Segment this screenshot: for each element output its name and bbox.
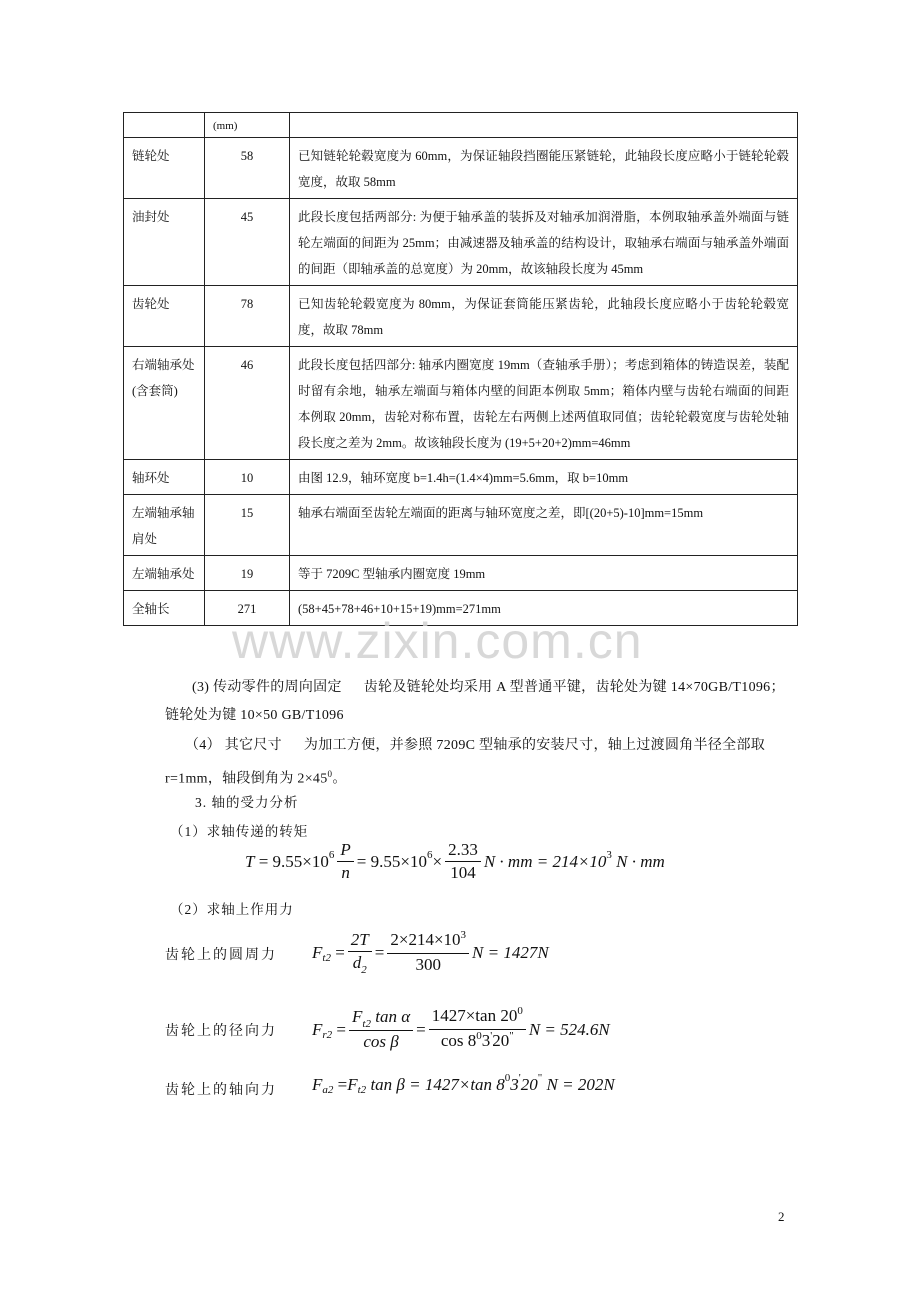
table-cell: 等于 7209C 型轴承内圈宽度 19mm	[290, 556, 798, 591]
table-cell: 油封处	[124, 199, 205, 286]
table-cell: 78	[205, 286, 290, 347]
fraction: $\frac{P}{n}$	[337, 840, 353, 883]
table-cell: 左端轴承轴肩处	[124, 495, 205, 556]
table-row	[124, 138, 798, 199]
table-cell: 左端轴承处	[124, 556, 205, 591]
table-cell: 由图 12.9，轴环宽度 b=1.4h=(1.4×4)mm=5.6mm，取 b=10mm	[290, 460, 798, 495]
paragraph-key-fixing: (3) 传动零件的周向固定 齿轮及链轮处均采用 A 型普通平键，齿轮处为键 14×70GB/T1096；链轮处为键 10×50 GB/T1096	[165, 680, 785, 723]
fraction: $\frac{2\times 214\times 10^3}{300}$	[387, 930, 469, 975]
table-cell: 轴环处	[124, 460, 205, 495]
table-cell: 右端轴承处(含套筒)	[124, 347, 205, 460]
table-cell: 轴承右端面至齿轮左端面的距离与轴环宽度之差，即[(20+5)-10]mm=15mm	[290, 495, 798, 556]
table-row	[124, 347, 798, 460]
table-row	[124, 113, 798, 138]
table-row	[124, 495, 798, 556]
table-cell: 58	[205, 138, 290, 199]
formula-label: 齿轮上的轴向力	[165, 1083, 277, 1098]
table-cell: 链轮处	[124, 138, 205, 199]
subsection-heading: （1）求轴传递的转矩	[170, 824, 309, 839]
table-cell: (mm)	[205, 113, 290, 138]
table-row	[124, 286, 798, 347]
fraction: $\frac{1427\times\tan 20^0}{\cos 8^03'20^"}$	[429, 1006, 526, 1053]
radial-force-formula: F r2 = $\frac{F_{t2} \tan \alpha}{\text{cos β}}$ = $\frac{1427\times\tan 20^0}{\cos 8^03'20^"}$ N = 524.6N	[312, 1005, 610, 1051]
table-cell: 46	[205, 347, 290, 460]
table-cell: 齿轮处	[124, 286, 205, 347]
formula-label: 齿轮上的径向力	[165, 1024, 277, 1039]
table-cell: 15	[205, 495, 290, 556]
table-cell: 19	[205, 556, 290, 591]
table-row	[124, 460, 798, 495]
fraction: $\frac{2.33}{104}$	[445, 840, 481, 883]
table-cell: 全轴长	[124, 591, 205, 626]
table-cell: 此段长度包括两部分: 为便于轴承盖的装拆及对轴承加润滑脂，本例取轴承盖外端面与链轮左端面的间距为 25mm；由减速器及轴承盖的结构设计，取轴承右端面与轴承盖外端面的间距（即轴承盖的总宽度）为 20mm，故该轴段长度为 45mm	[290, 199, 798, 286]
torque-formula: T = 9.55×10 6 $\frac{P}{n}$ = 9.55×10 6 × $\frac{2.33}{104}$ N · mm = 214×10 3 N · mm	[245, 840, 665, 882]
table-cell: (58+45+78+46+10+15+19)mm=271mm	[290, 591, 798, 626]
axial-force-formula: F a2 = F t2 tan β = 1427×tan 8 0 3 ' 20 " N = 202N	[312, 1072, 615, 1096]
subsection-heading: （2）求轴上作用力	[170, 902, 294, 917]
fraction: $\frac{F_{t2} \tan \alpha}{\text{cos β}}$	[349, 1007, 413, 1052]
page-number: 2	[778, 1209, 785, 1224]
table-cell: 10	[205, 460, 290, 495]
table-row	[124, 199, 798, 286]
formula-label: 齿轮上的圆周力	[165, 948, 277, 963]
section-heading: 3. 轴的受力分析	[195, 795, 299, 810]
table-cell	[124, 113, 205, 138]
shaft-length-table	[123, 112, 798, 626]
table-cell: 45	[205, 199, 290, 286]
table-cell: 已知齿轮轮毂宽度为 80mm，为保证套筒能压紧齿轮，此轴段长度应略小于齿轮轮毂宽度，故取 78mm	[290, 286, 798, 347]
table-cell: 此段长度包括四部分: 轴承内圈宽度 19mm（查轴承手册）；考虑到箱体的铸造误差，装配时留有余地，轴承左端面与箱体内壁的间距本例取 5mm；箱体内壁与齿轮右端面的间距本例取 20mm，齿轮对称布置，齿轮左右两侧上述两值取同值；齿轮轮毂宽度与齿轮处轴段长度之差为 2mm。故该轴段长度为 (19+5+20+2)mm=46mm	[290, 347, 798, 460]
tangential-force-formula: F t2 = $\frac{2T}{d_2}$ = $\frac{2\times 214\times 10^3}{300}$ N = 1427N	[312, 929, 549, 976]
table-cell	[290, 113, 798, 138]
table-cell: 已知链轮轮毂宽度为 60mm，为保证轴段挡圈能压紧链轮，此轴段长度应略小于链轮轮毂宽度，故取 58mm	[290, 138, 798, 199]
paragraph-other-dimensions: （4） 其它尺寸 为加工方便，并参照 7209C 型轴承的安装尺寸，轴上过渡圆角半径全部取 r=1mm，轴段倒角为 $2\times 45^0$。	[165, 738, 766, 787]
table-cell: 271	[205, 591, 290, 626]
table-row	[124, 556, 798, 591]
fraction: $\frac{2T}{d_2}$	[348, 930, 372, 975]
watermark: www.zixin.com.cn	[232, 613, 643, 669]
